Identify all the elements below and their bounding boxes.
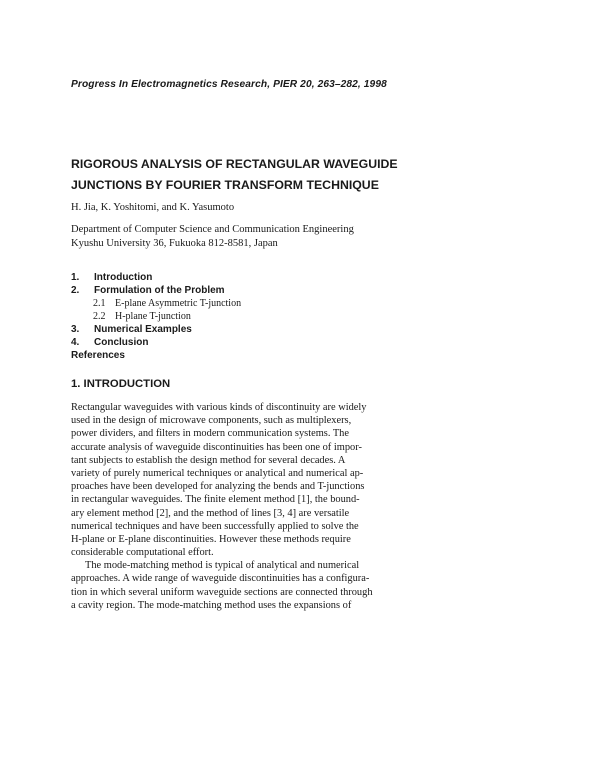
body-line: considerable computational effort. [71,547,214,559]
body-line: H-plane or E-plane discontinuities. However these methods require [71,533,351,545]
body-line: approaches. A wide range of waveguide discontinuities has a configura- [71,573,370,585]
body-line: proaches have been developed for analyzing the bends and T-junctions [71,481,365,493]
body-line: numerical techniques and have been successfully applied to solve the [71,520,359,532]
body-line: used in the design of microwave components, such as multiplexers, [71,415,352,427]
body-line: a cavity region. The mode-matching method uses the expansions of [71,599,352,611]
body-line: power dividers, and filters in modern communication systems. The [71,428,349,440]
body-line: tant subjects to establish the design method for several decades. A [71,454,346,466]
table-of-contents [71,271,371,362]
affiliation [71,223,354,251]
toc-label: Conclusion [94,337,149,348]
toc-item [71,284,371,297]
affiliation-line: Department of Computer Science and Communication Engineering [71,224,354,235]
toc-label: Formulation of the Problem [94,285,225,296]
body-line: The mode-matching method is typical of analytical and numerical [85,560,360,572]
toc-label: Introduction [94,272,153,283]
toc-number: 2.2 [93,311,106,322]
toc-label: H-plane T-junction [115,311,191,322]
toc-label: E-plane Asymmetric T-junction [115,298,242,309]
toc-number: 4. [71,337,80,348]
paper-title [71,154,491,196]
body-line: ary element method [2], and the method of lines [3, 4] are versatile [71,507,350,519]
toc-number: 2.1 [93,298,106,309]
toc-number: 3. [71,324,80,335]
toc-number: 1. [71,272,80,283]
body-line: accurate analysis of waveguide discontinuities has been one of impor- [71,441,362,453]
toc-item [71,323,371,336]
author-list: H. Jia, K. Yoshitomi, and K. Yasumoto [71,202,235,213]
body-line: variety of purely numerical techniques or analytical and numerical ap- [71,467,364,479]
body-line: tion in which several uniform waveguide sections are connected through [71,586,373,598]
body-line: in rectangular waveguides. The finite element method [1], the bound- [71,494,360,506]
title-line: JUNCTIONS BY FOURIER TRANSFORM TECHNIQUE [71,178,379,192]
toc-label: Numerical Examples [94,324,192,335]
toc-item [71,271,371,284]
section-body [71,401,530,612]
title-line: RIGOROUS ANALYSIS OF RECTANGULAR WAVEGUIDE [71,157,398,171]
section-heading: 1. INTRODUCTION [71,378,171,390]
toc-item-references [71,349,371,362]
toc-number: 2. [71,285,80,296]
journal-header: Progress In Electromagnetics Research, PIER 20, 263–282, 1998 [71,79,387,90]
toc-label: References [71,350,125,361]
body-line: Rectangular waveguides with various kinds of discontinuity are widely [71,402,367,413]
affiliation-line: Kyushu University 36, Fukuoka 812-8581, Japan [71,238,278,249]
toc-subitem [71,297,371,310]
toc-item [71,336,371,349]
toc-subitem [71,310,371,323]
